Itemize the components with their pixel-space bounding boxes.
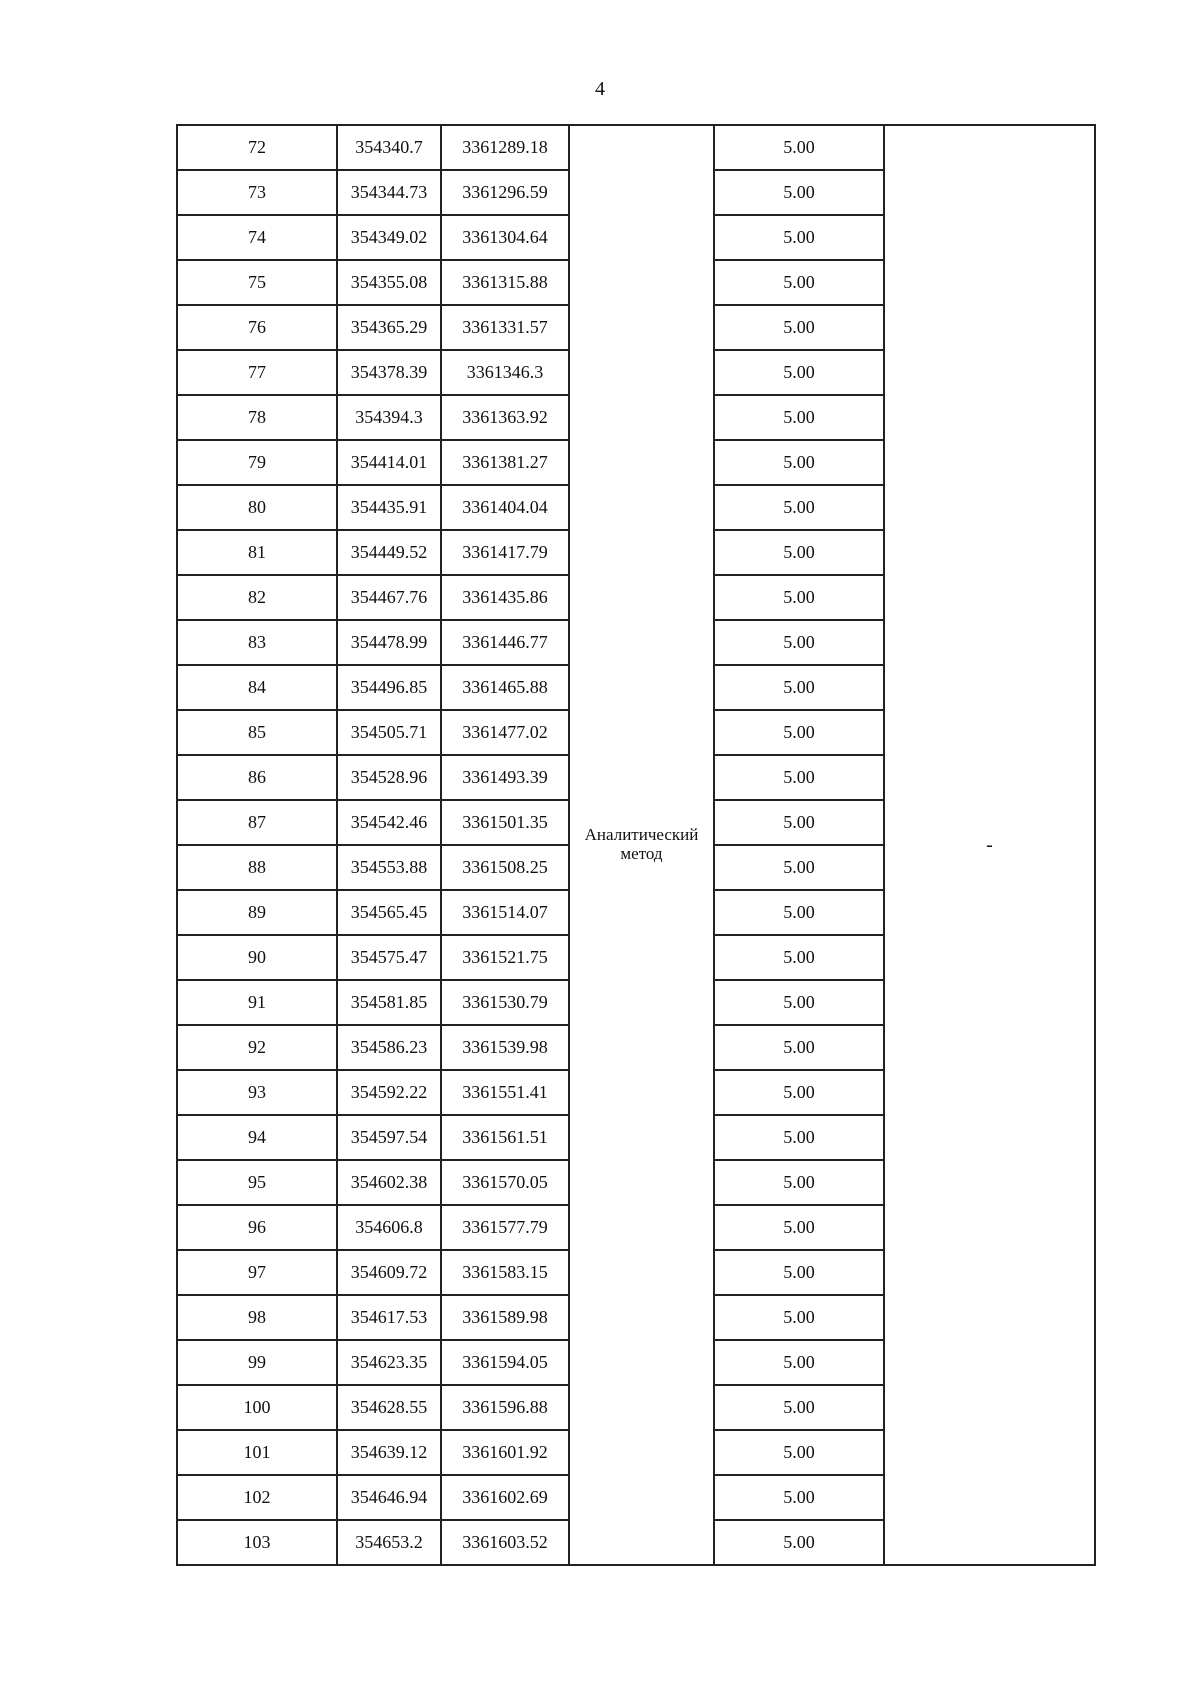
y-coordinate-cell: 3361514.07 <box>441 890 569 935</box>
point-number-cell: 97 <box>177 1250 337 1295</box>
accuracy-cell: 5.00 <box>714 215 884 260</box>
y-coordinate-cell: 3361551.41 <box>441 1070 569 1115</box>
accuracy-cell: 5.00 <box>714 305 884 350</box>
y-coordinate-cell: 3361381.27 <box>441 440 569 485</box>
y-coordinate-cell: 3361289.18 <box>441 125 569 170</box>
x-coordinate-cell: 354365.29 <box>337 305 441 350</box>
x-coordinate-cell: 354639.12 <box>337 1430 441 1475</box>
y-coordinate-cell: 3361594.05 <box>441 1340 569 1385</box>
accuracy-cell: 5.00 <box>714 1340 884 1385</box>
x-coordinate-cell: 354575.47 <box>337 935 441 980</box>
accuracy-cell: 5.00 <box>714 890 884 935</box>
y-coordinate-cell: 3361601.92 <box>441 1430 569 1475</box>
x-coordinate-cell: 354623.35 <box>337 1340 441 1385</box>
point-number-cell: 96 <box>177 1205 337 1250</box>
x-coordinate-cell: 354617.53 <box>337 1295 441 1340</box>
point-number-cell: 74 <box>177 215 337 260</box>
y-coordinate-cell: 3361602.69 <box>441 1475 569 1520</box>
accuracy-cell: 5.00 <box>714 530 884 575</box>
y-coordinate-cell: 3361539.98 <box>441 1025 569 1070</box>
x-coordinate-cell: 354505.71 <box>337 710 441 755</box>
accuracy-cell: 5.00 <box>714 620 884 665</box>
x-coordinate-cell: 354344.73 <box>337 170 441 215</box>
x-coordinate-cell: 354581.85 <box>337 980 441 1025</box>
y-coordinate-cell: 3361570.05 <box>441 1160 569 1205</box>
x-coordinate-cell: 354394.3 <box>337 395 441 440</box>
x-coordinate-cell: 354592.22 <box>337 1070 441 1115</box>
accuracy-cell: 5.00 <box>714 935 884 980</box>
point-number-cell: 77 <box>177 350 337 395</box>
y-coordinate-cell: 3361508.25 <box>441 845 569 890</box>
y-coordinate-cell: 3361465.88 <box>441 665 569 710</box>
x-coordinate-cell: 354340.7 <box>337 125 441 170</box>
x-coordinate-cell: 354542.46 <box>337 800 441 845</box>
x-coordinate-cell: 354414.01 <box>337 440 441 485</box>
x-coordinate-cell: 354653.2 <box>337 1520 441 1565</box>
y-coordinate-cell: 3361304.64 <box>441 215 569 260</box>
x-coordinate-cell: 354378.39 <box>337 350 441 395</box>
accuracy-cell: 5.00 <box>714 1070 884 1115</box>
point-number-cell: 90 <box>177 935 337 980</box>
accuracy-cell: 5.00 <box>714 1520 884 1565</box>
x-coordinate-cell: 354553.88 <box>337 845 441 890</box>
y-coordinate-cell: 3361417.79 <box>441 530 569 575</box>
point-number-cell: 80 <box>177 485 337 530</box>
point-number-cell: 85 <box>177 710 337 755</box>
y-coordinate-cell: 3361596.88 <box>441 1385 569 1430</box>
x-coordinate-cell: 354349.02 <box>337 215 441 260</box>
accuracy-cell: 5.00 <box>714 1430 884 1475</box>
accuracy-cell: 5.00 <box>714 260 884 305</box>
y-coordinate-cell: 3361501.35 <box>441 800 569 845</box>
accuracy-cell: 5.00 <box>714 440 884 485</box>
point-number-cell: 83 <box>177 620 337 665</box>
accuracy-cell: 5.00 <box>714 710 884 755</box>
point-number-cell: 89 <box>177 890 337 935</box>
x-coordinate-cell: 354606.8 <box>337 1205 441 1250</box>
point-number-cell: 92 <box>177 1025 337 1070</box>
point-number-cell: 98 <box>177 1295 337 1340</box>
accuracy-cell: 5.00 <box>714 845 884 890</box>
point-number-cell: 88 <box>177 845 337 890</box>
point-number-cell: 100 <box>177 1385 337 1430</box>
point-number-cell: 93 <box>177 1070 337 1115</box>
x-coordinate-cell: 354628.55 <box>337 1385 441 1430</box>
accuracy-cell: 5.00 <box>714 1385 884 1430</box>
page-number: 4 <box>595 78 605 100</box>
y-coordinate-cell: 3361446.77 <box>441 620 569 665</box>
point-number-cell: 103 <box>177 1520 337 1565</box>
accuracy-cell: 5.00 <box>714 1295 884 1340</box>
note-cell: - <box>884 125 1095 1565</box>
accuracy-cell: 5.00 <box>714 125 884 170</box>
y-coordinate-cell: 3361530.79 <box>441 980 569 1025</box>
accuracy-cell: 5.00 <box>714 1115 884 1160</box>
point-number-cell: 91 <box>177 980 337 1025</box>
y-coordinate-cell: 3361331.57 <box>441 305 569 350</box>
accuracy-cell: 5.00 <box>714 395 884 440</box>
y-coordinate-cell: 3361589.98 <box>441 1295 569 1340</box>
point-number-cell: 73 <box>177 170 337 215</box>
x-coordinate-cell: 354586.23 <box>337 1025 441 1070</box>
accuracy-cell: 5.00 <box>714 575 884 620</box>
y-coordinate-cell: 3361404.04 <box>441 485 569 530</box>
accuracy-cell: 5.00 <box>714 350 884 395</box>
y-coordinate-cell: 3361477.02 <box>441 710 569 755</box>
point-number-cell: 76 <box>177 305 337 350</box>
x-coordinate-cell: 354602.38 <box>337 1160 441 1205</box>
y-coordinate-cell: 3361435.86 <box>441 575 569 620</box>
x-coordinate-cell: 354609.72 <box>337 1250 441 1295</box>
method-cell: Аналитический метод <box>569 125 714 1565</box>
x-coordinate-cell: 354646.94 <box>337 1475 441 1520</box>
y-coordinate-cell: 3361493.39 <box>441 755 569 800</box>
y-coordinate-cell: 3361296.59 <box>441 170 569 215</box>
accuracy-cell: 5.00 <box>714 980 884 1025</box>
y-coordinate-cell: 3361521.75 <box>441 935 569 980</box>
x-coordinate-cell: 354565.45 <box>337 890 441 935</box>
y-coordinate-cell: 3361603.52 <box>441 1520 569 1565</box>
point-number-cell: 75 <box>177 260 337 305</box>
y-coordinate-cell: 3361363.92 <box>441 395 569 440</box>
accuracy-cell: 5.00 <box>714 800 884 845</box>
point-number-cell: 94 <box>177 1115 337 1160</box>
x-coordinate-cell: 354597.54 <box>337 1115 441 1160</box>
point-number-cell: 82 <box>177 575 337 620</box>
point-number-cell: 101 <box>177 1430 337 1475</box>
y-coordinate-cell: 3361583.15 <box>441 1250 569 1295</box>
point-number-cell: 87 <box>177 800 337 845</box>
accuracy-cell: 5.00 <box>714 1250 884 1295</box>
point-number-cell: 95 <box>177 1160 337 1205</box>
x-coordinate-cell: 354478.99 <box>337 620 441 665</box>
coordinates-table <box>176 124 1096 1566</box>
x-coordinate-cell: 354528.96 <box>337 755 441 800</box>
x-coordinate-cell: 354449.52 <box>337 530 441 575</box>
point-number-cell: 86 <box>177 755 337 800</box>
x-coordinate-cell: 354467.76 <box>337 575 441 620</box>
x-coordinate-cell: 354496.85 <box>337 665 441 710</box>
accuracy-cell: 5.00 <box>714 755 884 800</box>
point-number-cell: 79 <box>177 440 337 485</box>
y-coordinate-cell: 3361315.88 <box>441 260 569 305</box>
accuracy-cell: 5.00 <box>714 1160 884 1205</box>
y-coordinate-cell: 3361346.3 <box>441 350 569 395</box>
y-coordinate-cell: 3361577.79 <box>441 1205 569 1250</box>
table-row <box>177 125 1095 170</box>
table-body <box>177 125 1095 1565</box>
point-number-cell: 78 <box>177 395 337 440</box>
accuracy-cell: 5.00 <box>714 170 884 215</box>
point-number-cell: 99 <box>177 1340 337 1385</box>
accuracy-cell: 5.00 <box>714 1205 884 1250</box>
point-number-cell: 72 <box>177 125 337 170</box>
accuracy-cell: 5.00 <box>714 665 884 710</box>
y-coordinate-cell: 3361561.51 <box>441 1115 569 1160</box>
x-coordinate-cell: 354435.91 <box>337 485 441 530</box>
accuracy-cell: 5.00 <box>714 1475 884 1520</box>
point-number-cell: 102 <box>177 1475 337 1520</box>
accuracy-cell: 5.00 <box>714 1025 884 1070</box>
x-coordinate-cell: 354355.08 <box>337 260 441 305</box>
point-number-cell: 84 <box>177 665 337 710</box>
accuracy-cell: 5.00 <box>714 485 884 530</box>
point-number-cell: 81 <box>177 530 337 575</box>
